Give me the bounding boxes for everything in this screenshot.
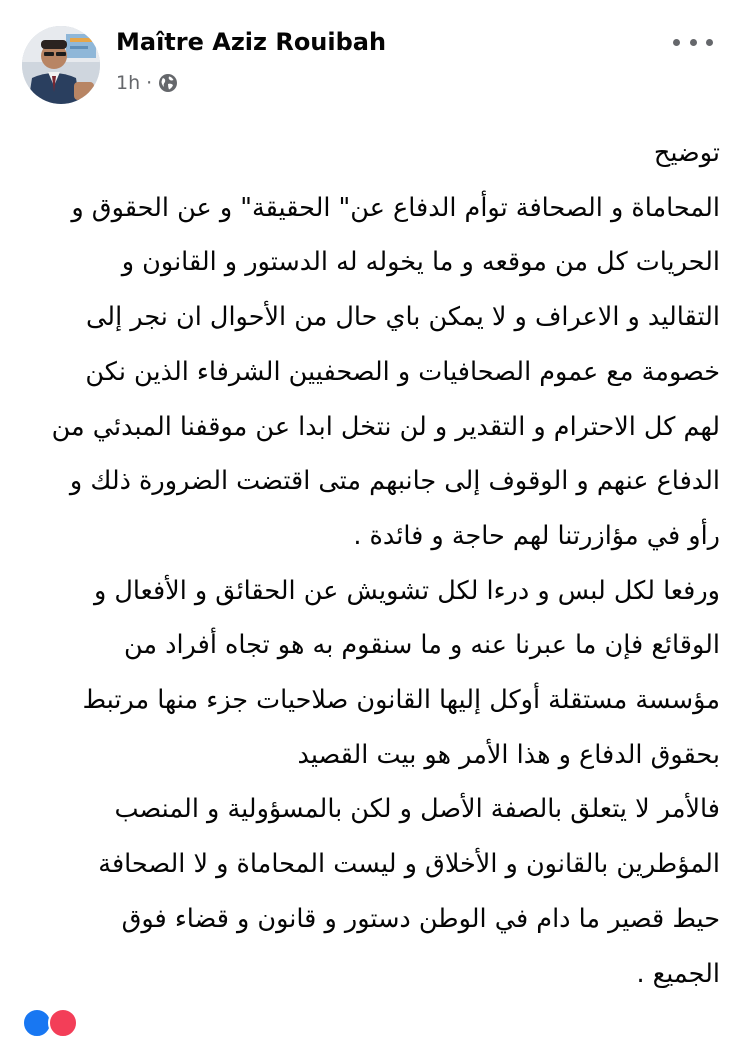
post-meta: [116, 72, 178, 94]
post-line: لهم كل الاحترام و التقدير و لن نتخل ابدا عن موقفنا المبدئي من: [51, 411, 720, 442]
post-time[interactable]: 1h: [116, 72, 141, 94]
globe-icon[interactable]: [158, 73, 178, 93]
post-line: المحاماة و الصحافة توأم الدفاع عن" الحقيقة" و عن الحقوق و: [71, 192, 720, 223]
more-options-button[interactable]: [673, 30, 713, 54]
post-line: الوقائع فإن ما عبرنا عنه و ما سنقوم به هو تجاه أفراد من: [123, 630, 720, 661]
post-line: الحريات كل من موقعه و ما يخوله له الدستور و القانون و: [121, 247, 720, 278]
post-line: التقاليد و الاعراف و لا يمكن باي حال من الأحوال ان نجر إلى: [86, 302, 720, 333]
post-line: المؤطرين بالقانون و الأخلاق و ليست المحاماة و لا الصحافة: [98, 849, 720, 880]
author-name[interactable]: Maître Aziz Rouibah: [116, 28, 387, 56]
reactions-bar[interactable]: [22, 1008, 78, 1038]
post-text: [30, 126, 720, 1001]
meta-separator: ·: [146, 72, 153, 94]
avatar[interactable]: [22, 26, 100, 104]
love-reaction-icon: [48, 1008, 78, 1038]
avatar-photo: [22, 26, 100, 104]
more-dot: [673, 39, 680, 46]
post-header: [0, 0, 735, 115]
post-line: مؤسسة مستقلة أوكل إليها القانون صلاحيات جزء منها مرتبط: [82, 685, 720, 716]
post-line: بحقوق الدفاع و هذا الأمر هو بيت القصيد: [297, 739, 720, 770]
post-line: رأو في مؤازرتنا لهم حاجة و فائدة .: [353, 520, 720, 551]
more-dot: [690, 39, 697, 46]
more-dot: [706, 39, 713, 46]
post-line: ورفعا لكل لبس و درءا لكل تشويش عن الحقائق و الأفعال و: [93, 575, 720, 606]
post-line: توضيح: [653, 138, 720, 168]
post-line: حيط قصير ما دام في الوطن دستور و قانون و قضاء فوق: [121, 903, 720, 934]
post-line: خصومة مع عموم الصحافيات و الصحفيين الشرفاء الذين نكن: [85, 356, 720, 387]
post-line: فالأمر لا يتعلق بالصفة الأصل و لكن بالمسؤولية و المنصب: [114, 794, 720, 825]
post-line: الدفاع عنهم و الوقوف إلى جانبهم متى اقتضت الضرورة ذلك و: [69, 466, 720, 497]
post-line: الجميع .: [636, 958, 720, 989]
